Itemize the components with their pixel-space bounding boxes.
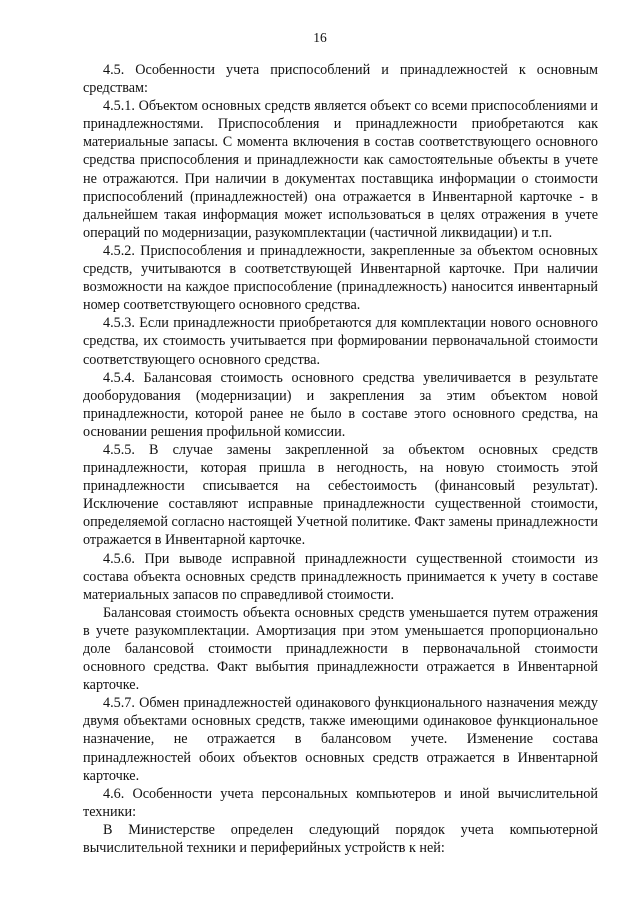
paragraph-4-5-heading: 4.5. Особенности учета приспособлений и принадлежностей к основным средствам: [83, 62, 598, 97]
paragraph-4-6-heading: 4.6. Особенности учета персональных компьютеров и иной вычислительной техники: [83, 785, 598, 820]
paragraph-ministry-procedure: В Министерстве определен следующий порядок учета компьютерной вычислительной техники и периферийных устройств к ней: [83, 821, 598, 857]
paragraph-4-5-2: 4.5.2. Приспособления и принадлежности, закрепленные за объектом основных средств, учитываются в соответствующей Инвентарной карточке. При наличии возможности на каждое приспособление (принадлежность) наносится инвентарный номер соответствующего основного средства. [83, 242, 598, 314]
paragraph-4-5-3: 4.5.3. Если принадлежности приобретаются для комплектации нового основного средства, их стоимость учитывается при формировании первоначальной стоимости соответствующего основного средства. [83, 315, 598, 368]
paragraph-4-5-1: 4.5.1. Объектом основных средств является объект со всеми приспособлениями и принадлежностями. Приспособления и принадлежности приобретаются как материальные запасы. С момента включения в состав соответствующего основного средства приспособления и принадлежности как самостоятельные объекты в учете не отражаются. При наличии в документах поставщика информации о стоимости приспособлений (принадлежностей) она отражается в Инвентарной карточке - в дальнейшем такая информация может использоваться в целях отражения в учете операций по модернизации, разукомплектации (частичной ликвидации) и т.п. [83, 98, 598, 241]
paragraph-4-5-5: 4.5.5. В случае замены закрепленной за объектом основных средств принадлежности, которая пришла в негодность, на новую стоимость этой принадлежности списывается на себестоимость (финансовый результат). Исключение составляют исправные принадлежности существенной стоимости, определяемой согласно настоящей Учетной политике. Факт замены принадлежности отражается в Инвентарной карточке. [83, 441, 598, 549]
page-number: 16 [313, 30, 327, 45]
paragraph-4-5-4: 4.5.4. Балансовая стоимость основного средства увеличивается в результате дооборудования (модернизации) и закрепления за этим объектом новой принадлежности, которой ранее не было в составе этого основного средства, на основании решения профильной комиссии. [83, 369, 598, 440]
paragraph-4-5-7: 4.5.7. Обмен принадлежностей одинакового функционального назначения между двумя объектами основных средств, также имеющими одинаковое функциональное назначение, не отражается в балансовом учете. Изменение состава принадлежностей обоих объектов основных средств отражается в Инвентарной карточке. [83, 695, 598, 784]
paragraph-balance-value: Балансовая стоимость объекта основных средств уменьшается путем отражения в учете разукомплектации. Амортизация при этом уменьшается пропорционально доле балансовой стоимости принадлежности в первоначальной стоимости основного средства. Факт выбытия принадлежности отражается в Инвентарной карточке. [83, 604, 598, 694]
paragraph-4-5-6: 4.5.6. При выводе исправной принадлежности существенной стоимости из состава объекта основных средств принадлежность принимается к учету в составе материальных запасов по справедливой стоимости. [83, 550, 598, 603]
document-body [83, 61, 598, 857]
